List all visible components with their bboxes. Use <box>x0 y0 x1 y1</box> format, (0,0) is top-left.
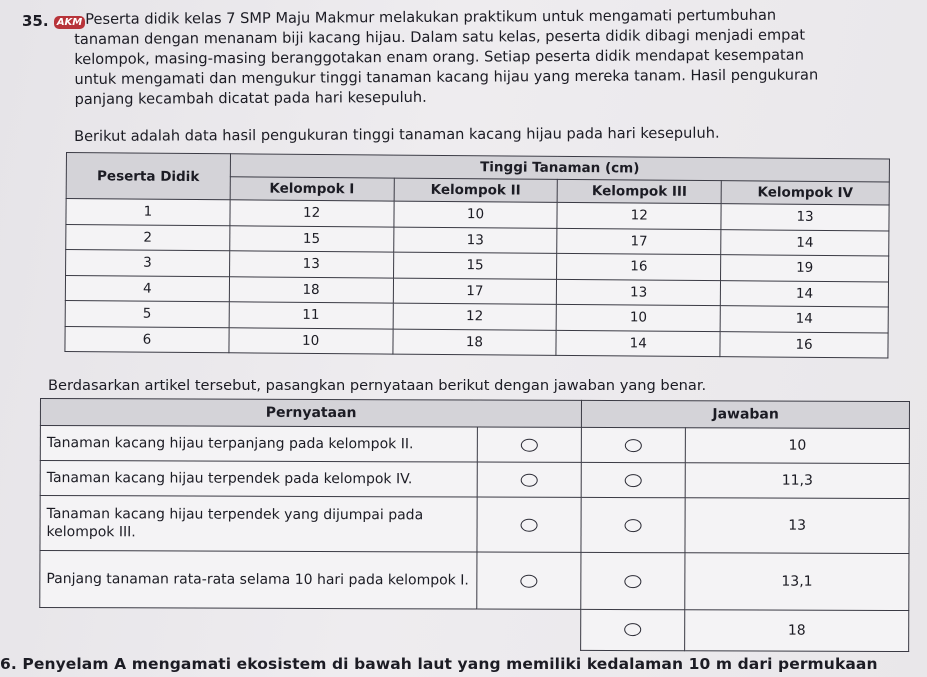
statement-1-connector[interactable] <box>478 427 582 462</box>
value-cell: 17 <box>393 278 557 305</box>
table-row <box>65 326 888 358</box>
value-cell: 12 <box>557 202 721 229</box>
connector-circle-icon[interactable] <box>625 439 642 452</box>
answer-2: 11,3 <box>685 463 909 499</box>
value-cell: 13 <box>721 204 889 231</box>
value-cell: 14 <box>721 229 889 256</box>
paragraph-line: tanaman dengan menanam biji kacang hijau. Dalam satu kelas, peserta didik dibagi menjadi empat <box>74 26 806 48</box>
answer-3: 13 <box>685 498 909 554</box>
value-cell: 16 <box>720 331 888 358</box>
value-cell: 13 <box>393 227 557 254</box>
statement-row <box>40 461 909 499</box>
statement-1: Tanaman kacang hijau terpanjang pada kelompok II. <box>40 426 478 463</box>
answer-1: 10 <box>686 428 910 464</box>
answer-2-connector[interactable] <box>582 462 686 497</box>
value-cell: 15 <box>229 225 393 252</box>
connector-circle-icon[interactable] <box>521 438 538 451</box>
value-cell: 13 <box>557 279 721 306</box>
matching-caption: Berdasarkan artikel tersebut, pasangkan pernyataan berikut dengan jawaban yang benar. <box>48 377 707 394</box>
student-cell: 2 <box>66 224 230 251</box>
student-cell: 1 <box>66 199 230 226</box>
statement-row <box>40 496 909 554</box>
header-group-1: Kelompok I <box>230 177 394 201</box>
header-student: Peserta Didik <box>66 153 230 200</box>
paragraph-line: panjang kecambah dicatat pada hari kesepuluh. <box>74 88 427 108</box>
statement-2: Tanaman kacang hijau terpendek pada kelompok IV. <box>40 461 478 498</box>
answer-only-row <box>40 608 909 652</box>
akm-badge: AKM <box>54 16 85 29</box>
statement-4: Panjang tanaman rata-rata selama 10 hari pada kelompok I. <box>40 551 478 610</box>
next-question-text: 6. Penyelam A mengamati ekosistem di bawah laut yang memiliki kedalaman 10 m dari permukaan <box>0 655 878 673</box>
value-cell: 17 <box>557 228 721 255</box>
answer-1-connector[interactable] <box>582 427 686 462</box>
header-group-3: Kelompok III <box>557 179 721 203</box>
value-cell: 10 <box>229 327 393 354</box>
value-cell: 11 <box>229 302 393 329</box>
connector-circle-icon[interactable] <box>625 474 642 487</box>
value-cell: 12 <box>230 200 394 227</box>
paragraph-line: Peserta didik kelas 7 SMP Maju Makmur melakukan praktikum untuk mengamati pertumbuhan <box>85 6 777 28</box>
statement-row <box>40 426 909 464</box>
answer-4-connector[interactable] <box>581 552 685 609</box>
statement-4-connector[interactable] <box>477 552 581 609</box>
student-cell: 3 <box>66 250 230 277</box>
header-group-2: Kelompok II <box>394 178 558 202</box>
value-cell: 14 <box>720 306 888 333</box>
connector-circle-icon[interactable] <box>625 575 642 588</box>
statement-2-connector[interactable] <box>478 462 582 497</box>
header-height: Tinggi Tanaman (cm) <box>230 154 889 182</box>
value-cell: 12 <box>393 303 557 330</box>
connector-circle-icon[interactable] <box>624 623 641 636</box>
value-cell: 10 <box>393 201 557 228</box>
statement-3-connector[interactable] <box>477 497 581 552</box>
connector-circle-icon[interactable] <box>521 518 538 531</box>
header-group-4: Kelompok IV <box>721 181 889 205</box>
height-data-table <box>64 152 890 358</box>
connector-circle-icon[interactable] <box>521 473 538 486</box>
answer-5-connector[interactable] <box>581 609 685 650</box>
statement-3: Tanaman kacang hijau terpendek yang dijumpai pada kelompok III. <box>40 496 478 553</box>
paragraph-line: kelompok, masing-masing beranggotakan enam orang. Setiap peserta didik mendapat kesempatan <box>74 46 804 68</box>
value-cell: 14 <box>556 330 720 357</box>
value-cell: 18 <box>392 329 556 356</box>
value-cell: 15 <box>393 252 557 279</box>
connector-circle-icon[interactable] <box>521 574 538 587</box>
answer-5: 18 <box>685 610 909 651</box>
value-cell: 13 <box>229 251 393 278</box>
student-cell: 5 <box>65 300 229 327</box>
question-paragraph <box>74 5 887 110</box>
matching-table <box>39 398 910 652</box>
table-caption: Berikut adalah data hasil pengukuran tinggi tanaman kacang hijau pada hari kesepuluh. <box>74 124 720 145</box>
empty-cell <box>477 609 581 650</box>
question-number-text: 35. <box>22 12 49 30</box>
answer-3-connector[interactable] <box>581 497 685 552</box>
statement-row <box>40 551 909 611</box>
student-cell: 6 <box>65 326 229 353</box>
empty-cell <box>40 608 478 650</box>
student-cell: 4 <box>65 275 229 302</box>
header-statement: Pernyataan <box>40 399 581 428</box>
value-cell: 19 <box>721 255 889 282</box>
value-cell: 14 <box>720 280 888 307</box>
answer-4: 13,1 <box>685 553 909 611</box>
header-answer: Jawaban <box>582 400 910 428</box>
connector-circle-icon[interactable] <box>625 519 642 532</box>
paragraph-line: untuk mengamati dan mengukur tinggi tanaman kacang hijau yang mereka tanam. Hasil pengukuran <box>74 66 819 88</box>
value-cell: 18 <box>229 276 393 303</box>
value-cell: 10 <box>556 304 720 331</box>
value-cell: 16 <box>557 253 721 280</box>
